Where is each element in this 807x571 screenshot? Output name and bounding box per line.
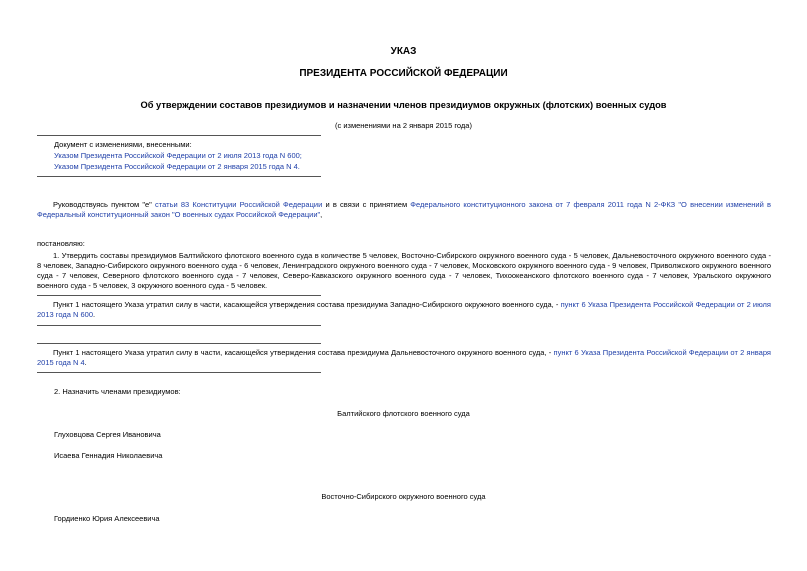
divider — [37, 176, 321, 177]
federal-law-link[interactable]: Федерального конституционного закона от 7 февраля 2011 года N 2-ФКЗ "О внесении изменений в Федеральный конституционный закон "О военных судах Российской Федерации" — [37, 200, 771, 219]
divider — [37, 135, 321, 136]
doc-type-heading: УКАЗ — [390, 46, 417, 57]
item-1-paragraph: 1. Утвердить составы президиумов Балтийского флотского военного суда в количестве 5 человек, Восточно-Сибирского окружного военного суда - 5 человек, Дальневосточного окружного военного суда - 8 человек, Западно-Сибирского окружного военного суда - 6 человек, Ленинградского окружного военного суда - 7 человек, Московского окружного военного суда - 9 человек, Приволжского окружного военного суда - 7 человек, Северного флотского военного суда - 7 человек, Северо-Кавказского окружного военного суда - 7 человек, Тихоокеанского флотского военного суда - 7 человек, Уральского окружного военного суда - 5 человек, 3 окружного военного суда - 5 человек. — [37, 251, 771, 290]
issuer-heading: ПРЕЗИДЕНТА РОССИЙСКОЙ ФЕДЕРАЦИИ — [299, 68, 508, 79]
note-1-paragraph: Пункт 1 настоящего Указа утратил силу в части, касающейся утверждения состава президиума Западно-Сибирского окружного военного суда, - пункт 6 Указа Президента Российской Федерации от 2 июля 2013 года N 600. — [37, 300, 771, 319]
divider — [37, 325, 321, 326]
court-heading: Балтийского флотского военного суда — [337, 409, 470, 418]
note-2-link[interactable]: пункт 6 Указа Президента Российской Федерации от 2 января 2015 года N 4 — [37, 348, 771, 367]
document-subject: Об утверждении составов президиумов и назначении членов президиумов окружных (флотских) военных судов — [140, 100, 667, 110]
amendment-date: (с изменениями на 2 января 2015 года) — [335, 121, 472, 130]
divider — [37, 343, 321, 344]
court-heading: Восточно-Сибирского окружного военного суда — [321, 492, 486, 501]
changes-block — [54, 139, 302, 172]
note-2-paragraph: Пункт 1 настоящего Указа утратил силу в части, касающейся утверждения состава президиума Дальневосточного окружного военного суда, - пункт 6 Указа Президента Российской Федерации от 2 января 2015 года N 4. — [37, 348, 771, 367]
note-1-link[interactable]: пункт 6 Указа Президента Российской Федерации от 2 июля 2013 года N 600 — [37, 300, 771, 319]
changes-intro: Документ с изменениями, внесенными: — [54, 140, 192, 149]
member-name: Исаева Геннадия Николаевича — [54, 451, 163, 460]
change-link-1[interactable]: Указом Президента Российской Федерации от 2 июля 2013 года N 600; — [54, 151, 302, 160]
divider — [37, 295, 321, 296]
divider — [37, 372, 321, 373]
decree-word: постановляю: — [37, 239, 85, 248]
member-name: Глуховцова Сергея Ивановича — [54, 430, 161, 439]
change-link-2[interactable]: Указом Президента Российской Федерации от 2 января 2015 года N 4. — [54, 162, 300, 171]
constitution-link[interactable]: статьи 83 Конституции Российской Федерации — [155, 200, 323, 209]
preamble-paragraph: Руководствуясь пунктом "е" статьи 83 Конституции Российской Федерации и в связи с принятием Федерального конституционного закона от 7 февраля 2011 года N 2-ФКЗ "О внесении изменений в Федеральный конституционный закон "О военных судах Российской Федерации", — [37, 200, 771, 219]
item-2-paragraph: 2. Назначить членами президиумов: — [54, 387, 181, 396]
member-name: Гордиенко Юрия Алексеевича — [54, 514, 160, 523]
